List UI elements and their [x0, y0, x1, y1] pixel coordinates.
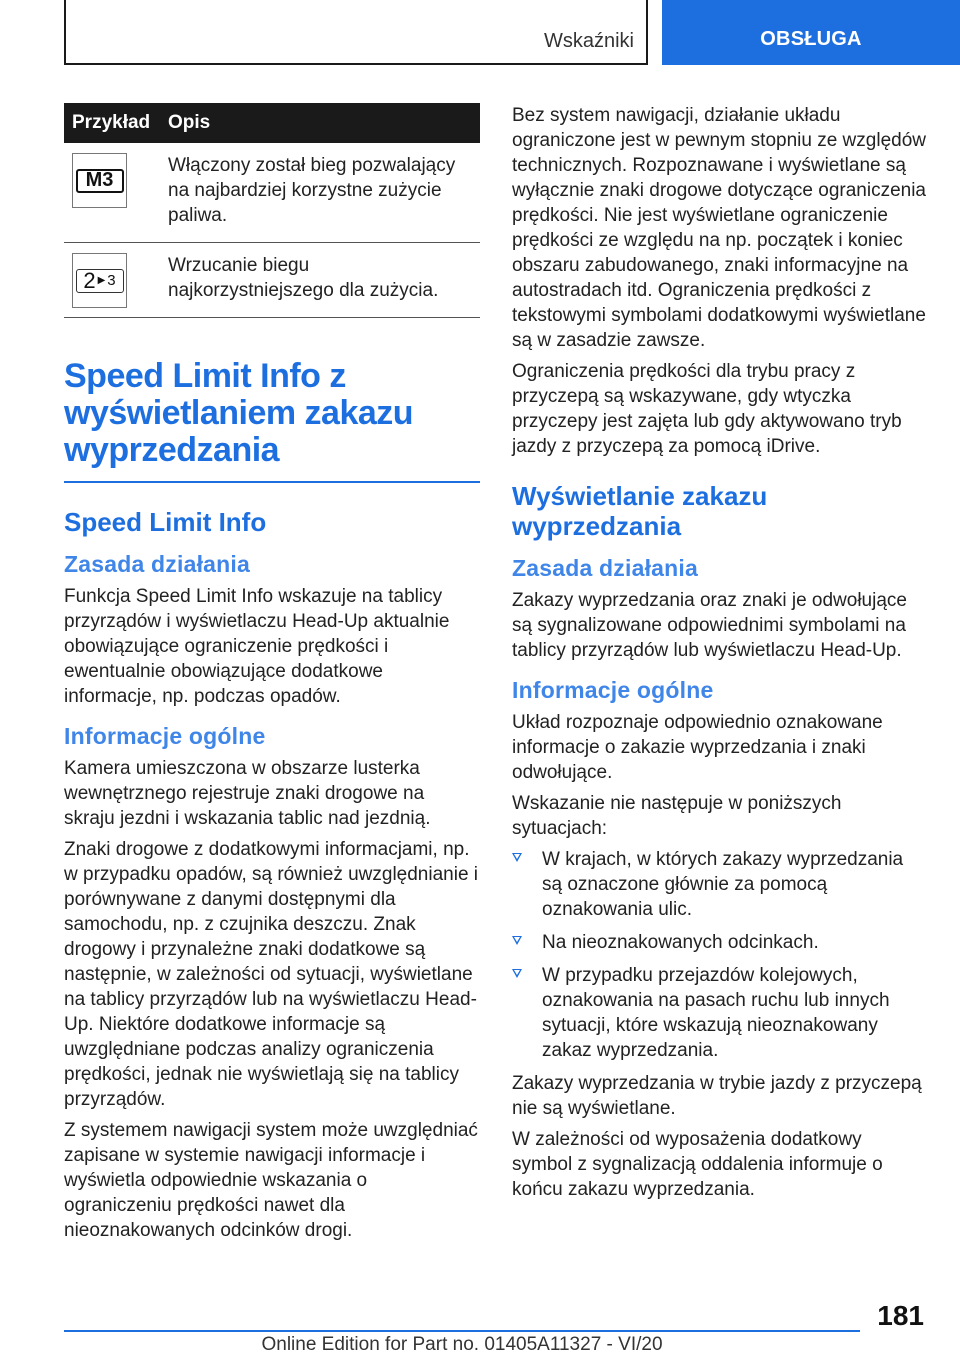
- gear-from: 2: [83, 268, 96, 293]
- paragraph: Zakazy wyprzedzania w trybie jazdy z przyczepą nie są wyświetlane.: [512, 1073, 922, 1119]
- right-column: [512, 103, 926, 1202]
- triangle-bullet-icon: [512, 936, 522, 945]
- heading-general-info: Informacje ogólne: [64, 723, 266, 749]
- table-cell-icon: [64, 243, 160, 318]
- paragraph: Wskazanie nie następuje w poniższych sytuacjach:: [512, 793, 842, 839]
- edition-note: Online Edition for Part no. 01405A11327 - VI/20: [261, 1334, 663, 1355]
- chapter-tab[interactable]: OBSŁUGA: [662, 0, 960, 65]
- paragraph: Funkcja Speed Limit Info wskazuje na tablicy przyrządów i wyświetlaczu Head-Up aktualnie obowiązujące ograniczenie prędkości i ewentualnie obowiązujące dodatkowe informacje, np. podczas opadów.: [64, 586, 450, 707]
- footer-divider: [64, 1330, 860, 1332]
- table-row: [64, 243, 480, 318]
- paragraph: Układ rozpoznaje odpowiednio oznakowane informacje o zakazie wyprzedzania i znaki odwołujące.: [512, 712, 883, 783]
- situation-list: [512, 847, 926, 1063]
- table-cell-description: Wrzucanie biegu najkorzystniejszego dla zużycia.: [160, 243, 480, 318]
- subsection-heading: Speed Limit Info: [64, 507, 267, 537]
- triangle-bullet-icon: [512, 969, 522, 978]
- heading-principle: Zasada działania: [512, 555, 698, 581]
- gear-indicator-table: [64, 103, 480, 318]
- gear-shift-recommendation-icon: [72, 253, 127, 308]
- arrow-right-icon: ▶: [97, 275, 106, 286]
- paragraph: Z systemem nawigacji system może uwzględniać zapisane w systemie nawigacji informacje i wyświetla odpowiednie wskazania o ograniczeniu prędkości nawet dla nieoznakowanych odcinków drogi.: [64, 1120, 478, 1241]
- table-header-description: Opis: [160, 103, 480, 143]
- page-number: 181: [877, 1300, 924, 1331]
- section-heading: Speed Limit Info z wyświetlaniem zakazu wyprzedzania: [64, 358, 480, 483]
- gear-label: M3: [76, 169, 124, 193]
- paragraph: Bez system nawigacji, działanie układu ograniczone jest w pewnym stopniu ze względów technicznych. Rozpoznawane i wyświetlane są wyłącznie znaki drogowe dotyczące ograniczenia prędkości. Nie jest wyświetlane ograniczenie prędkości ze względu na np. początek i koniec obszaru zabudowanego, znaki informacyjne na autostradach itd. Ograniczenia prędkości z tekstowymi symbolami dodatkowymi wyświetlane są w zasadzie zawsze.: [512, 105, 927, 351]
- subsection-heading: Wyświetlanie zakazu wyprzedzania: [512, 481, 768, 541]
- list-item: W przypadku przejazdów kolejowych, oznakowania na pasach ruchu lub innych sytuacji, które wskazują nieoznakowany zakaz wyprzedzania.: [512, 963, 926, 1063]
- gear-to: 3: [107, 272, 116, 289]
- paragraph: W zależności od wyposażenia dodatkowy symbol z sygnalizacją oddalenia informuje o końcu zakazu wyprzedzania.: [512, 1129, 883, 1200]
- table-cell-description: Włączony został bieg pozwalający na najbardziej korzystne zużycie paliwa.: [160, 143, 480, 243]
- manual-gear-m3-icon: [72, 153, 127, 208]
- table-row: [64, 143, 480, 243]
- list-item: Na nieoznakowanych odcinkach.: [512, 930, 926, 955]
- paragraph: Zakazy wyprzedzania oraz znaki je odwołujące są sygnalizowane odpowiednimi symbolami na tablicy przyrządów lub wyświetlaczu Head-Up.: [512, 590, 907, 661]
- paragraph: Znaki drogowe z dodatkowymi informacjami, np. w przypadku opadów, są również uwzględnianie i porównywane z danymi dostępnymi dla samochodu, np. z czujnika deszczu. Znak drogowy i przynależne znaki dodatkowe są następnie, w zależności od sytuacji, wyświetlane na tablicy przyrządów lub na wyświetlaczu Head-Up. Niektóre dodatkowe informacje są uwzględniane podczas analizy ograniczenia prędkości, jednak nie wyświetlają się na tablicy przyrządów.: [64, 839, 479, 1110]
- paragraph: Kamera umieszczona w obszarze lusterka wewnętrznego rejestruje znaki drogowe na skraju jezdni i wskazania tablic nad jezdnią.: [64, 758, 431, 829]
- section-title: Wskaźniki: [543, 30, 634, 52]
- table-header-example: Przykład: [64, 103, 160, 143]
- table-cell-icon: [64, 143, 160, 243]
- paragraph: Ograniczenia prędkości dla trybu pracy z przyczepą są wskazywane, gdy wtyczka przyczepy jest zajęta lub gdy aktywowano tryb jazdy z przyczepą za pomocą iDrive.: [512, 361, 902, 457]
- left-column: [64, 103, 480, 1243]
- list-item: W krajach, w których zakazy wyprzedzania są oznaczone głównie za pomocą oznakowania ulic.: [512, 847, 926, 922]
- heading-general-info: Informacje ogólne: [512, 677, 714, 703]
- table-header-row: [64, 103, 480, 143]
- triangle-bullet-icon: [512, 853, 522, 862]
- heading-principle: Zasada działania: [64, 551, 250, 577]
